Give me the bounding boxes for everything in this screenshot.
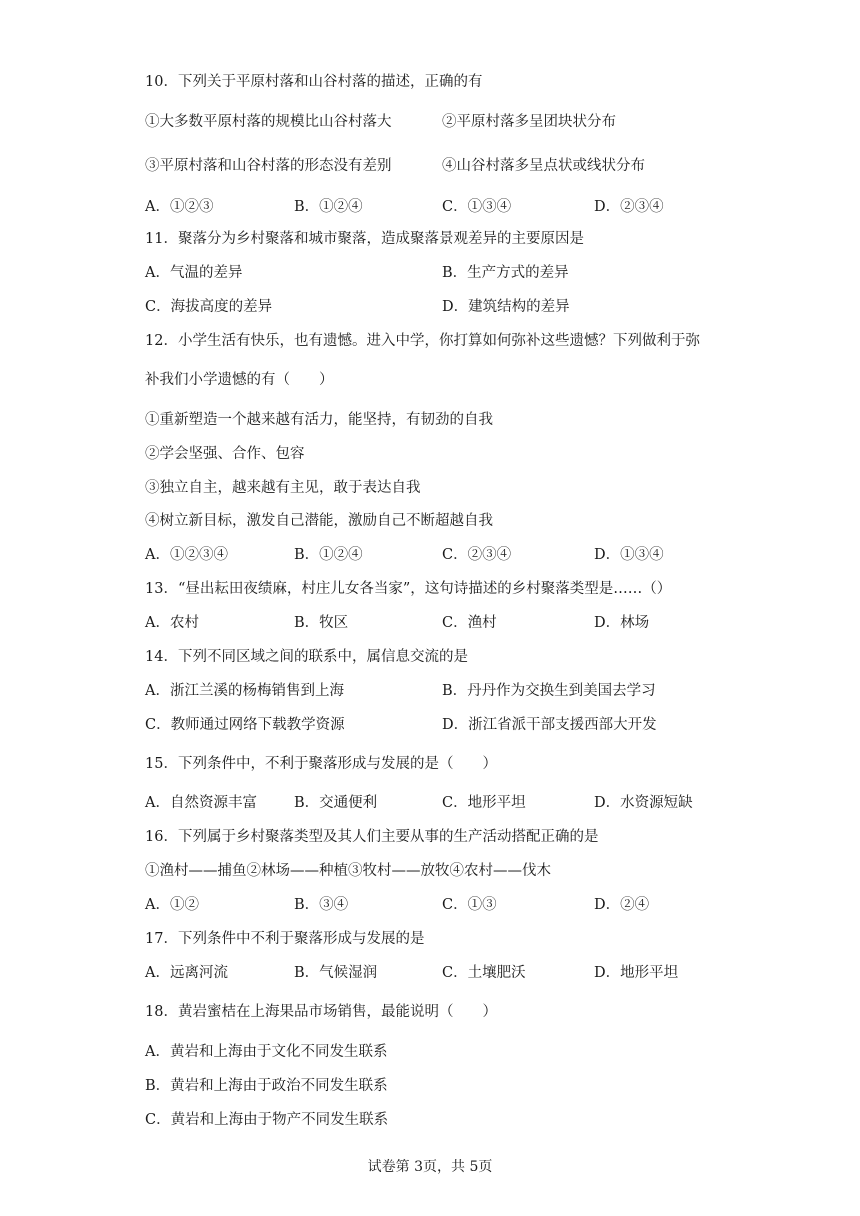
- q12-option-a: A．①②③④: [145, 547, 228, 563]
- q16-option-b: B．③④: [294, 897, 349, 913]
- q11-option-d: D．建筑结构的差异: [442, 299, 570, 315]
- q10-option-b: B．①②④: [294, 199, 363, 215]
- q14-option-d: D．浙江省派干部支援西部大开发: [442, 717, 657, 733]
- q10-stem: 10．下列关于平原村落和山谷村落的描述，正确的有: [145, 74, 483, 90]
- q12-option-d: D．①③④: [594, 547, 664, 563]
- q18-option-a: A．黄岩和上海由于文化不同发生联系: [145, 1044, 388, 1060]
- q10-statement-1: ①大多数平原村落的规模比山谷村落大: [145, 114, 392, 130]
- q15-option-b: B．交通便利: [294, 795, 378, 811]
- q10-statement-3: ③平原村落和山谷村落的形态没有差别: [145, 158, 392, 174]
- q13-option-b: B．牧区: [294, 615, 349, 631]
- q18-option-b: B．黄岩和上海由于政治不同发生联系: [145, 1078, 388, 1094]
- q17-option-a: A．远离河流: [145, 965, 228, 981]
- q17-stem: 17．下列条件中不利于聚落形成与发展的是: [145, 931, 425, 947]
- q12-option-b: B．①②④: [294, 547, 363, 563]
- q16-stem: 16．下列属于乡村聚落类型及其人们主要从事的生产活动搭配正确的是: [145, 829, 599, 845]
- q15-option-a: A．自然资源丰富: [145, 795, 257, 811]
- q16-option-d: D．②④: [594, 897, 650, 913]
- q11-option-a: A．气温的差异: [145, 265, 243, 281]
- q16-option-a: A．①②: [145, 897, 199, 913]
- q15-option-c: C．地形平坦: [442, 795, 526, 811]
- page-footer: 试卷第 3页，共 5页: [367, 1159, 493, 1175]
- q12-statement-3: ③独立自主，越来越有主见，敢于表达自我: [145, 480, 421, 496]
- q15-option-d: D．水资源短缺: [594, 795, 693, 811]
- q17-option-c: C．土壤肥沃: [442, 965, 526, 981]
- q10-statement-4: ④山谷村落多呈点状或线状分布: [442, 158, 645, 174]
- q11-option-b: B．生产方式的差异: [442, 265, 569, 281]
- q18-option-c: C．黄岩和上海由于物产不同发生联系: [145, 1112, 389, 1128]
- q18-stem: 18．黄岩蜜桔在上海果品市场销售，最能说明（ ）: [145, 1004, 497, 1020]
- q12-stem-line-2: 补我们小学遗憾的有（ ）: [145, 372, 334, 388]
- q13-option-c: C．渔村: [442, 615, 497, 631]
- q12-statement-4: ④树立新目标，激发自己潜能，激励自己不断超越自我: [145, 513, 493, 529]
- q10-statement-2: ②平原村落多呈团块状分布: [442, 114, 616, 130]
- q14-option-a: A．浙江兰溪的杨梅销售到上海: [145, 683, 344, 699]
- q14-stem: 14．下列不同区域之间的联系中，属信息交流的是: [145, 649, 468, 665]
- q12-option-c: C．②③④: [442, 547, 512, 563]
- q12-statement-2: ②学会坚强、合作、包容: [145, 446, 305, 462]
- q12-stem-line-1: 12．小学生活有快乐，也有遗憾。进入中学，你打算如何弥补这些遗憾？下列做利于弥: [145, 333, 700, 349]
- q16-option-c: C．①③: [442, 897, 497, 913]
- q17-option-b: B．气候湿润: [294, 965, 378, 981]
- q16-statements: ①渔村——捕鱼②林场——种植③牧村——放牧④农村——伐木: [145, 863, 551, 879]
- q13-option-d: D．林场: [594, 615, 650, 631]
- q15-stem: 15．下列条件中，不利于聚落形成与发展的是（ ）: [145, 756, 497, 772]
- q10-option-c: C．①③④: [442, 199, 512, 215]
- q12-statement-1: ①重新塑造一个越来越有活力，能坚持，有韧劲的自我: [145, 412, 493, 428]
- q11-stem: 11．聚落分为乡村聚落和城市聚落，造成聚落景观差异的主要原因是: [145, 231, 584, 247]
- q10-option-a: A．①②③: [145, 199, 214, 215]
- q14-option-c: C．教师通过网络下载教学资源: [145, 717, 345, 733]
- q11-option-c: C．海拔高度的差异: [145, 299, 273, 315]
- q10-option-d: D．②③④: [594, 199, 664, 215]
- q13-stem: 13．“昼出耘田夜绩麻，村庄儿女各当家”，这句诗描述的乡村聚落类型是……（）: [145, 581, 672, 597]
- q17-option-d: D．地形平坦: [594, 965, 679, 981]
- q13-option-a: A．农村: [145, 615, 199, 631]
- q14-option-b: B．丹丹作为交换生到美国去学习: [442, 683, 656, 699]
